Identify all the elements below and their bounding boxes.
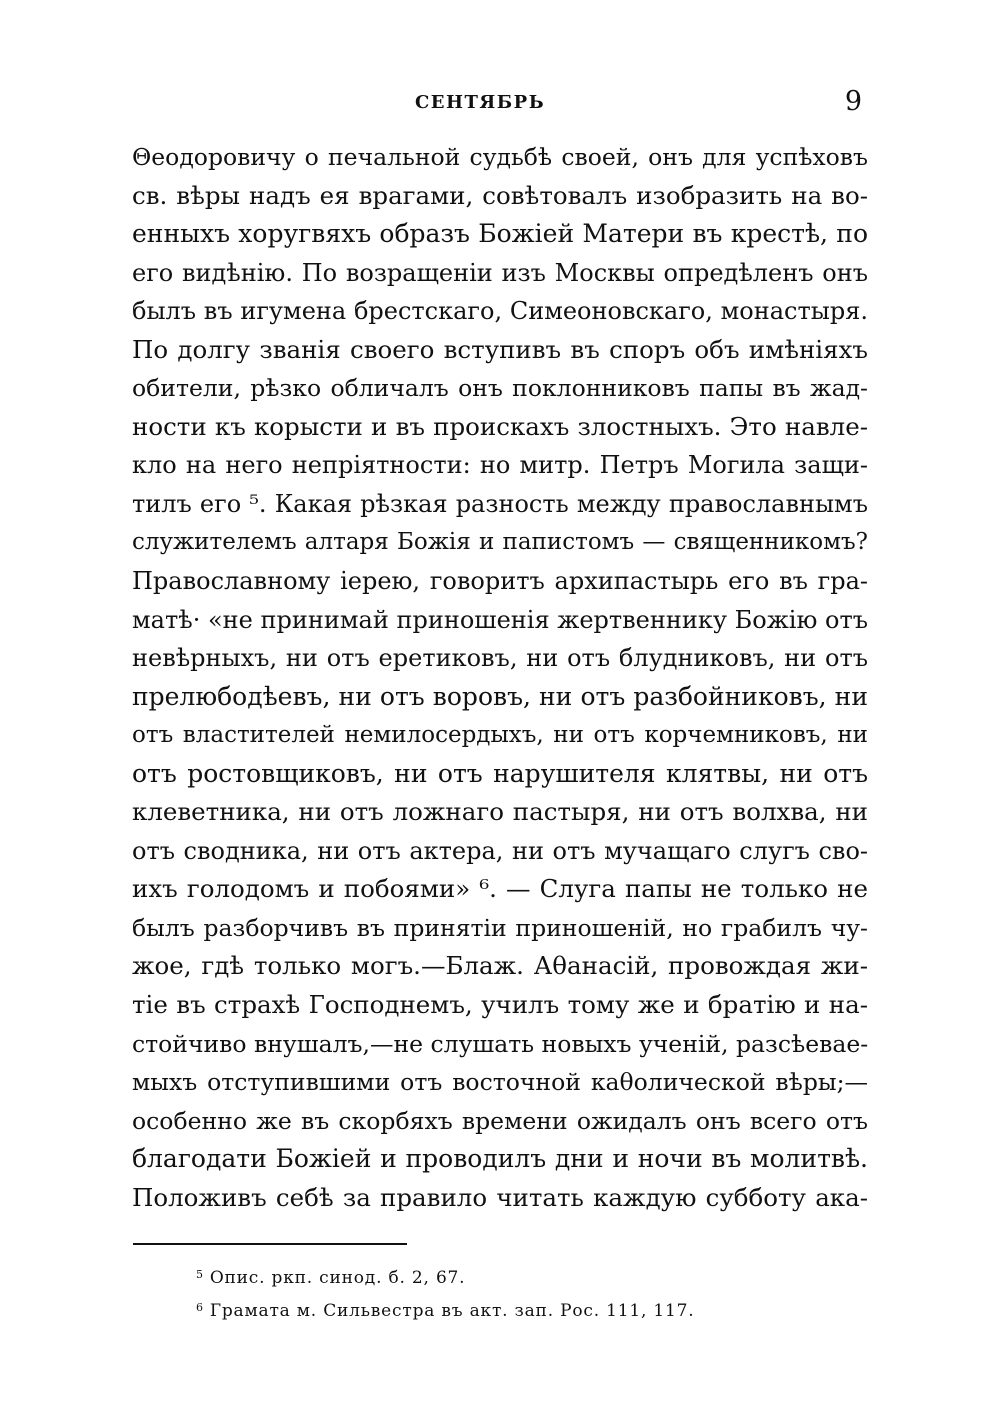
text-line: Θеодоровичу о печальной судьбѣ своей, онъ для успѣховъ [132,143,868,171]
page-number: 9 [844,86,862,117]
text-line: кло на него непріятности: но митр. Петръ Могила защи- [132,451,868,480]
running-head [0,86,1000,116]
text-line: матѣ· «не принимай приношенія жертвеннику Божію отъ [132,605,868,634]
text-line: отъ ростовщиковъ, ни отъ нарушителя клятвы, ни отъ [132,758,868,788]
text-line: енныхъ хоругвяхъ образъ Божіей Матери въ крестѣ, по [132,219,868,249]
text-line: Православному іерею, говоритъ архипастырь его въ гра- [132,567,868,596]
text-line: По долгу званія своего вступивъ въ споръ объ имѣніяхъ [132,334,868,364]
text-line: особенно же въ скорбяхъ времени ожидалъ онъ всего отъ [132,1106,868,1135]
text-line: былъ разборчивъ въ принятіи приношеній, но грабилъ чу- [132,913,868,942]
text-line: прелюбодѣевъ, ни отъ воровъ, ни отъ разбойниковъ, ни [132,681,868,711]
text-line: его видѣнію. По возращеніи изъ Москвы опредѣленъ онъ [132,258,868,287]
text-line: тіе въ страхѣ Господнемъ, училъ тому же и братію и на- [132,990,868,1020]
text-line: клеветника, ни отъ ложнаго пастыря, ни отъ волхва, ни [132,797,868,827]
text-line: отъ властителей немилосердыхъ, ни отъ корчемниковъ, ни [132,722,868,749]
body-text [132,138,868,1217]
footnote-text: Опис. ркп. синод. б. 2, 67. [209,1268,466,1288]
footnote-mark: 5 [196,1268,204,1281]
text-line: тилъ его ⁵. Какая рѣзкая разность между православнымъ [132,489,868,518]
footnote-5 [196,1258,756,1291]
text-line: мыхъ отступившими отъ восточной каθолической вѣры;— [132,1068,868,1097]
text-line: стойчиво внушалъ,—не слушать новыхъ ученій, разсѣевае- [132,1029,868,1058]
text-line: ихъ голодомъ и побоями» ⁶. — Слуга папы не только не [132,874,868,904]
footnote-mark: 6 [196,1301,204,1314]
text-line: Положивъ себѣ за правило читать каждую субботу ака- [132,1182,868,1212]
footnote-6 [196,1291,756,1324]
running-title: СЕНТЯБРЬ [414,92,546,113]
text-line: ности къ корысти и въ проискахъ злостныхъ. Это навле- [132,411,868,441]
text-line: св. вѣры надъ ея врагами, совѣтовалъ изобразить на во- [132,180,868,210]
text-line: благодати Божіей и проводилъ дни и ночи въ молитвѣ. [132,1144,868,1174]
footnotes [196,1258,756,1324]
footnote-divider [133,1243,407,1245]
text-line: былъ въ игумена брестскаго, Симеоновскаго, монастыря. [132,297,868,326]
text-line: жое, гдѣ только могъ.—Блаж. Аθанасій, провождая жи- [132,951,868,981]
text-line: служителемъ алтаря Божія и папистомъ — священникомъ? [132,529,868,556]
text-line: невѣрныхъ, ни отъ еретиковъ, ни отъ блудниковъ, ни отъ [132,644,868,673]
text-line: обители, рѣзко обличалъ онъ поклонниковъ папы въ жад- [132,374,868,403]
text-line: отъ сводника, ни отъ актера, ни отъ мучащаго слугъ сво- [132,836,868,865]
footnote-text: Грамата м. Сильвестра въ акт. зап. Рос. 111, 117. [209,1301,695,1321]
